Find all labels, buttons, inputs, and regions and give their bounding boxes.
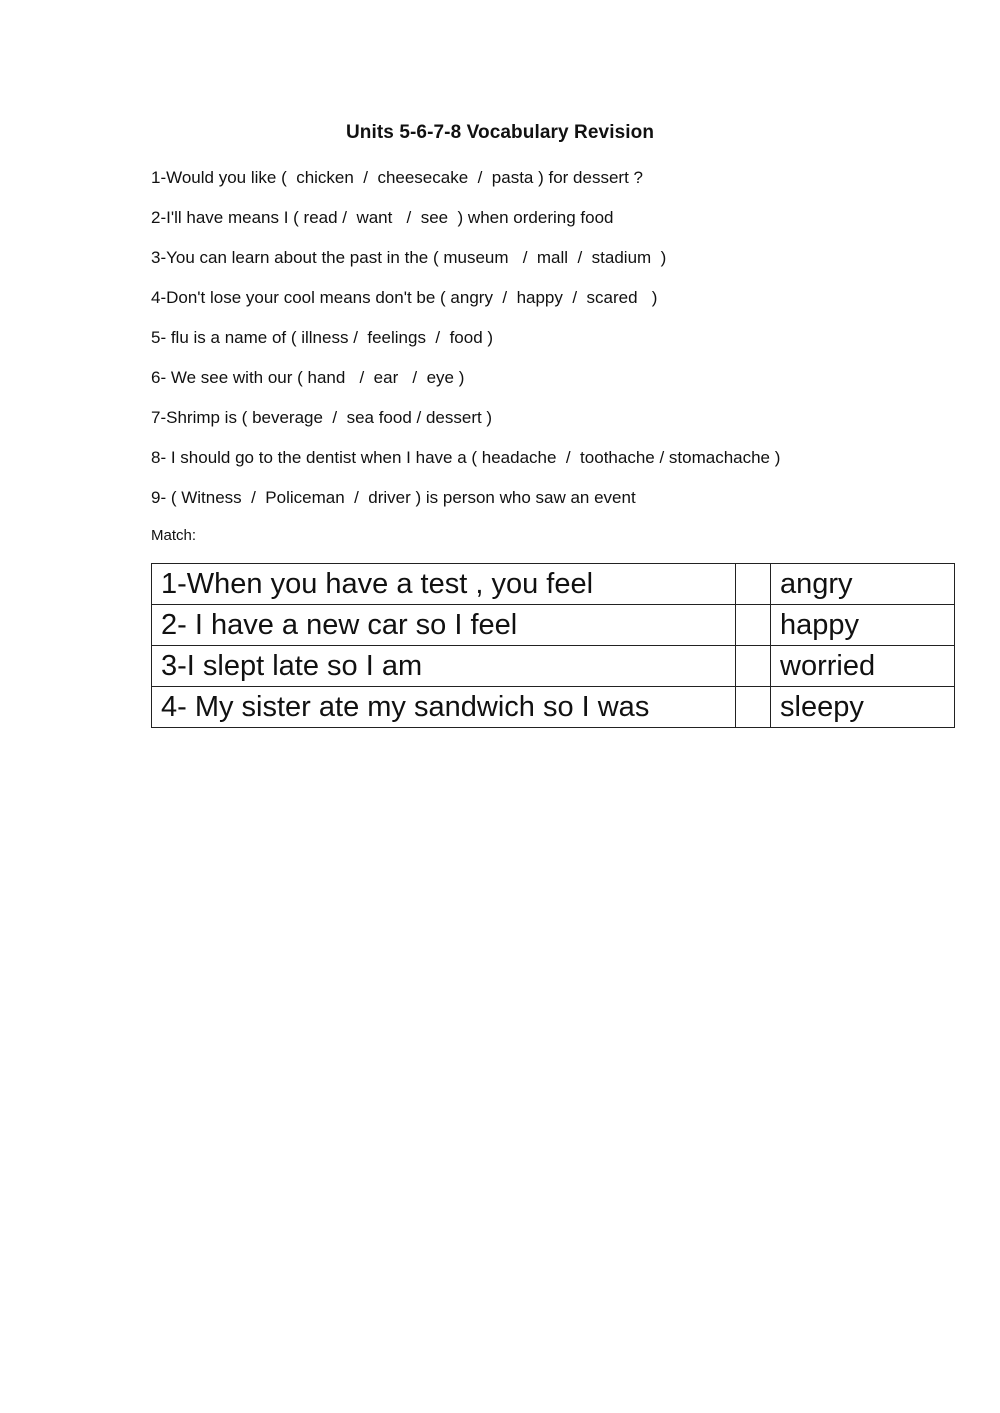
question-item: 3-You can learn about the past in the ( museum / mall / stadium ) [151, 248, 667, 267]
match-row [152, 564, 955, 605]
worksheet-title: Units 5-6-7-8 Vocabulary Revision [345, 122, 655, 143]
match-row [152, 605, 955, 646]
match-answer-cell[interactable] [736, 687, 771, 728]
question-item: 9- ( Witness / Policeman / driver ) is person who saw an event [151, 488, 636, 507]
match-prompt: 2- I have a new car so I feel [152, 605, 736, 646]
match-prompt: 3-I slept late so I am [152, 646, 736, 687]
question-item: 4-Don't lose your cool means don't be ( angry / happy / scared ) [151, 288, 658, 307]
question-item: 5- flu is a name of ( illness / feelings / food ) [151, 328, 494, 347]
match-row [152, 687, 955, 728]
match-row [152, 646, 955, 687]
question-item: 6- We see with our ( hand / ear / eye ) [151, 368, 465, 387]
question-item: 1-Would you like ( chicken / cheesecake / pasta ) for dessert ? [151, 168, 643, 187]
question-list [151, 166, 971, 526]
match-option: angry [771, 564, 955, 605]
match-answer-cell[interactable] [736, 564, 771, 605]
match-option: happy [771, 605, 955, 646]
match-label: Match: [151, 527, 197, 544]
match-prompt: 4- My sister ate my sandwich so I was [152, 687, 736, 728]
match-table [151, 563, 955, 728]
question-item: 8- I should go to the dentist when I have a ( headache / toothache / stomachache ) [151, 448, 781, 467]
match-option: sleepy [771, 687, 955, 728]
match-answer-cell[interactable] [736, 646, 771, 687]
match-option: worried [771, 646, 955, 687]
match-prompt: 1-When you have a test , you feel [152, 564, 736, 605]
question-item: 2-I'll have means I ( read / want / see ) when ordering food [151, 208, 614, 227]
question-item: 7-Shrimp is ( beverage / sea food / dessert ) [151, 408, 493, 427]
match-answer-cell[interactable] [736, 605, 771, 646]
